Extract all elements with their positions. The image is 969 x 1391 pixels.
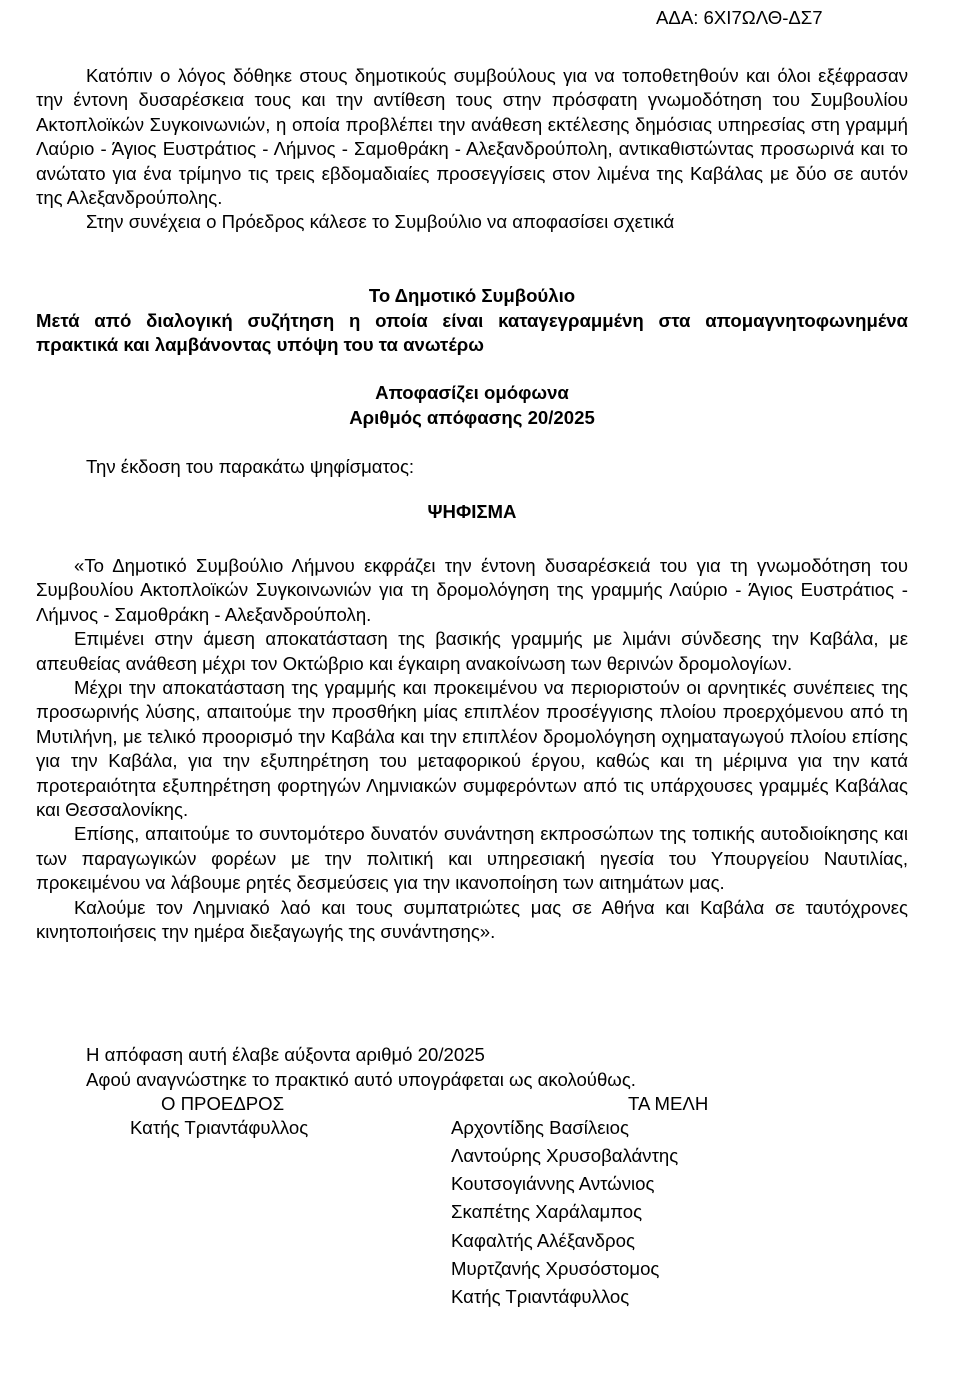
resolution-paragraph: Επίσης, απαιτούμε το συντομότερο δυνατόν συνάντηση εκπροσώπων της τοπικής αυτοδιοίκησης και των παραγωγικών φορέων με την πολιτική και υπηρεσιακή ηγεσία του Υπουργείου Ναυτιλίας, προκειμένου να λάβουμε ρητές δεσμεύσεις για την ικανοποίηση των αιτημάτων μας.: [36, 823, 908, 894]
member-name: Καφαλτής Αλέξανδρος: [451, 1230, 635, 1251]
council-statement: Μετά από διαλογική συζήτηση η οποία είναι καταγεγραμμένη στα απομαγνητοφωνημένα πρακτικά και λαμβάνοντας υπόψη του τα ανωτέρω: [36, 310, 908, 356]
council-heading: Το Δημοτικό Συμβούλιο: [368, 285, 576, 306]
issuance-text: Την έκδοση του παρακάτω ψηφίσματος:: [86, 456, 415, 477]
member-name: Λαντούρης Χρυσοβαλάντης: [451, 1145, 679, 1166]
member-name: Κουτσογιάννης Αντώνιος: [451, 1173, 655, 1194]
ada-code: ΑΔΑ: 6ΧΙ7ΩΛΘ-ΔΣ7: [656, 7, 823, 28]
president-title: Ο ΠΡΟΕΔΡΟΣ: [161, 1093, 285, 1114]
resolution-paragraph: Μέχρι την αποκατάσταση της γραμμής και προκειμένου να περιοριστούν οι αρνητικές συνέπειες της προσωρινής λύσης, απαιτούμε την προσθήκη μίας επιπλέον προσέγγισης πλοίου προερχόμενου από τη Μυτιλήνη, με τελικό προορισμό την Καβάλα και την επιπλέον δρομολόγηση οχηματαγωγού πλοίου επίσης για την Καβάλα, για την εξυπηρέτηση του μεταφορικού έργου, καθώς και τη μέριμνα για την κατά προτεραιότητα εξυπηρέτηση φορτηγών Λημνιακών συμφερόντων από τις υπάρχουσες γραμμές Καβάλας και Θεσσαλονίκης.: [36, 677, 908, 821]
intro-paragraph: Κατόπιν ο λόγος δόθηκε στους δημοτικούς συμβούλους για να τοποθετηθούν και όλοι εξέφρασαν την έντονη δυσαρέσκεια τους και την αντίθεση τους στην πρόσφατη γνωμοδότηση του Συμβουλίου Ακτοπλοϊκών Συγκοινωνιών, η οποία προβλέπει την ανάθεση εκτέλεσης δημόσιας υπηρεσίας στη γραμμή Λαύριο - Άγιος Ευστράτιος - Λήμνος - Σαμοθράκη - Αλεξανδρούπολη, αντικαθιστώντας προσωρινά και το ανώτατο για ένα τρίμηνο τις τρεις εβδομαδιαίες προσεγγίσεις στον λιμένα της Καβάλας με δύο σε αυτόν της Αλεξανδρούπολης.: [36, 65, 908, 209]
intro-paragraph-call: Στην συνέχεια ο Πρόεδρος κάλεσε το Συμβούλιο να αποφασίσει σχετικά: [86, 211, 675, 233]
member-name: Μυρτζανής Χρυσόστομος: [451, 1258, 660, 1279]
members-title: ΤΑ ΜΕΛΗ: [628, 1093, 709, 1114]
president-name: Κατής Τριαντάφυλλος: [130, 1117, 309, 1138]
resolution-paragraph: Καλούμε τον Λημνιακό λαό και τους συμπατριώτες μας σε Αθήνα και Καβάλα σε ταυτόχρονες κινητοποιήσεις την ημέρα διεξαγωγής της συνάντησης».: [36, 896, 908, 943]
intro-section: [36, 64, 908, 235]
member-name: Σκαπέτης Χαράλαμπος: [451, 1201, 643, 1222]
resolution-paragraph: Επιμένει στην άμεση αποκατάσταση της βασικής γραμμής με λιμάνι σύνδεσης την Καβάλα, με απευθείας ανάθεση μέχρι τον Οκτώβριο και έγκαιρη ανακοίνωση των θερινών δρομολογίων.: [36, 628, 908, 674]
resolution-title: ΨΗΦΙΣΜΑ: [427, 501, 517, 522]
closing-signing-note: Αφού αναγνώστηκε το πρακτικό αυτό υπογράφεται ως ακολούθως.: [86, 1069, 636, 1090]
decision-issuance: [36, 455, 908, 479]
closing-serial-number: Η απόφαση αυτή έλαβε αύξοντα αριθμό 20/2025: [86, 1044, 485, 1065]
member-name: Αρχοντίδης Βασίλειος: [451, 1117, 629, 1138]
decision-title: Αποφασίζει ομόφωνα: [375, 382, 569, 403]
resolution-body: [36, 554, 908, 945]
member-name: Κατής Τριαντάφυλλος: [451, 1286, 630, 1307]
decision-number: Αριθμός απόφασης 20/2025: [349, 407, 595, 428]
resolution-paragraph: «Το Δημοτικό Συμβούλιο Λήμνου εκφράζει την έντονη δυσαρέσκειά του για τη γνωμοδότηση του Συμβουλίου Ακτοπλοϊκών Συγκοινωνιών για τη δρομολόγηση της γραμμής Λαύριο - Άγιος Ευστράτιος - Λήμνος - Σαμοθράκη - Αλεξανδρούπολη.: [36, 555, 908, 625]
